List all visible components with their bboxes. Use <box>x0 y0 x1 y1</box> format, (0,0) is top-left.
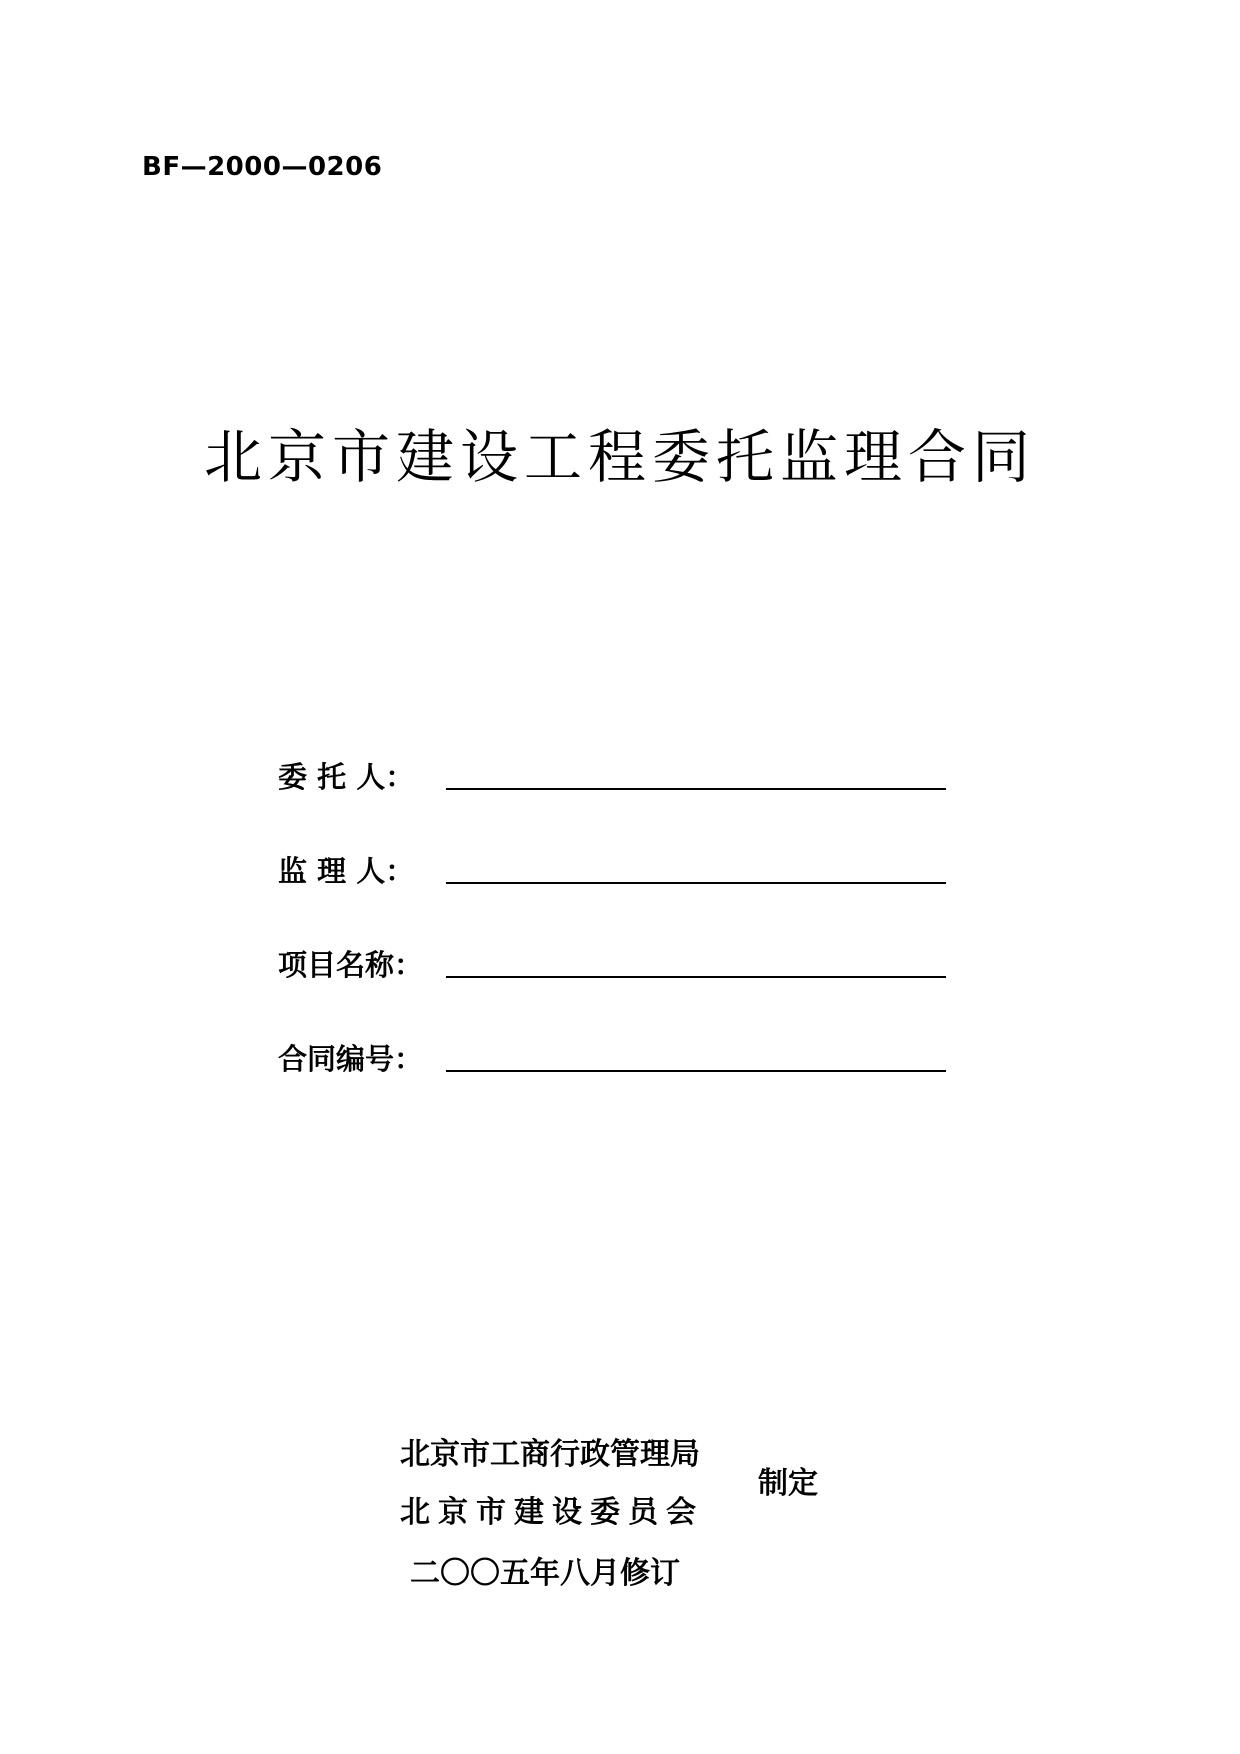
revision-note: 二〇〇五年八月修订 <box>410 1556 680 1591</box>
document-code: BF—2000—0206 <box>142 152 383 182</box>
page-title: 北京市建设工程委托监理合同 <box>203 423 1036 491</box>
cover-fields <box>278 748 958 1124</box>
issued-action: 制定 <box>758 1466 818 1501</box>
field-supervisor <box>278 842 958 888</box>
field-client-blank[interactable] <box>446 754 946 790</box>
issuer-industry-bureau: 北京市工商行政管理局 <box>400 1437 700 1472</box>
field-client <box>278 748 958 794</box>
issuer-construction-commission: 北京市建设委员会 <box>400 1495 704 1530</box>
field-client-label: 委 托 人： <box>278 760 415 794</box>
field-supervisor-blank[interactable] <box>446 848 946 884</box>
field-project-name-blank[interactable] <box>446 942 946 978</box>
field-project-name-label: 项目名称： <box>278 948 424 982</box>
field-supervisor-label: 监 理 人： <box>278 854 415 888</box>
field-contract-number <box>278 1030 958 1076</box>
field-contract-number-label: 合同编号： <box>278 1042 424 1076</box>
field-project-name <box>278 936 958 982</box>
field-contract-number-blank[interactable] <box>446 1036 946 1072</box>
issuer-block <box>400 1436 704 1552</box>
